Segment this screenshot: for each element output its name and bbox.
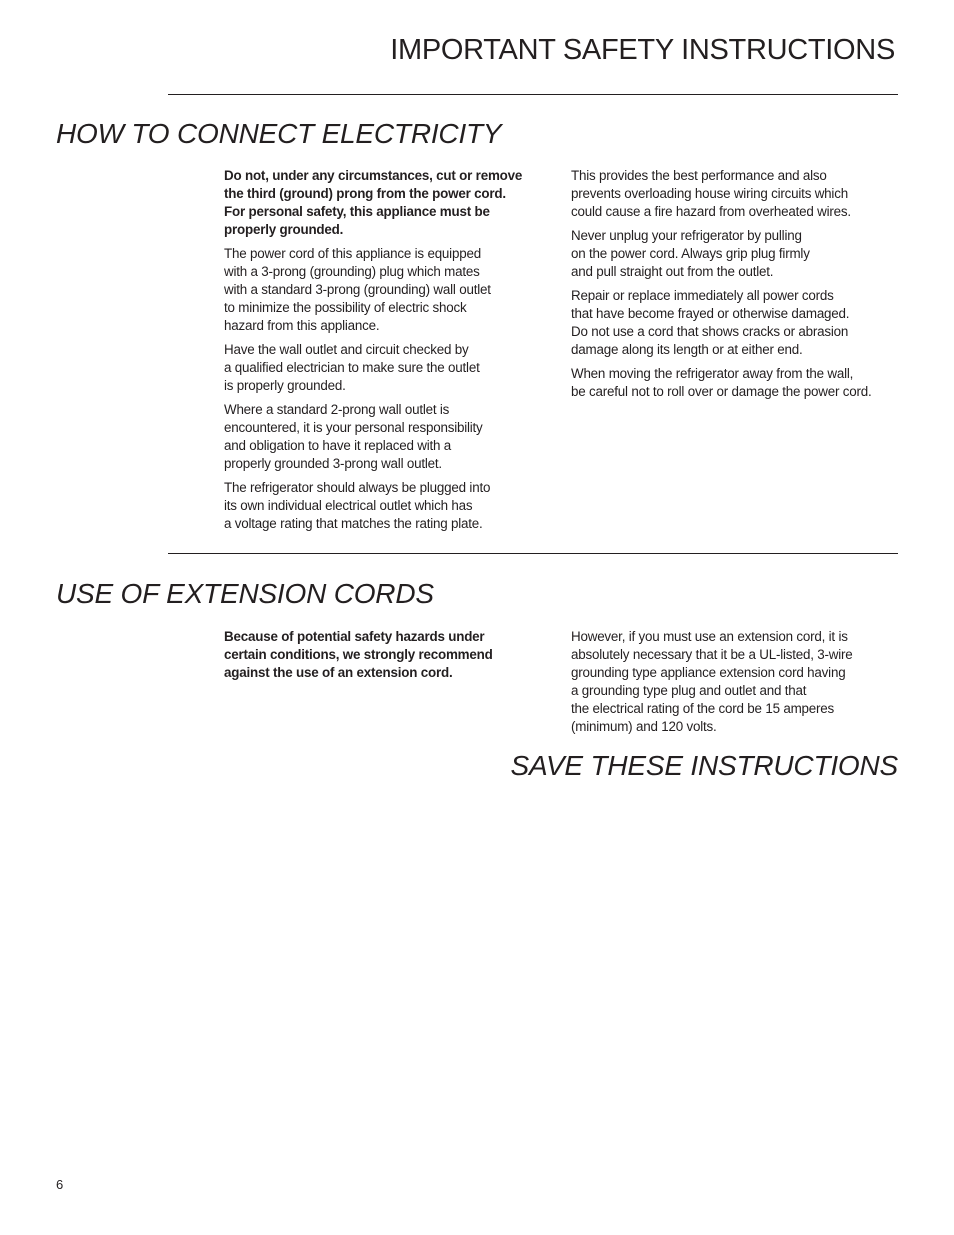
section-title-extension-cords: USE OF EXTENSION CORDS: [56, 578, 434, 609]
connect-paragraph: This provides the best performance and also prevents overloading house wiring circuits which could cause a fire hazard from overheated wires.: [571, 168, 851, 219]
save-instructions-title: SAVE THESE INSTRUCTIONS: [510, 750, 898, 781]
connect-warning-paragraph: Do not, under any circumstances, cut or remove the third (ground) prong from the power cord. For personal safety, this appliance must be properly grounded.: [224, 168, 523, 237]
connect-paragraph: The refrigerator should always be plugged into its own individual electrical outlet which has a voltage rating that matches the rating plate.: [224, 480, 491, 531]
connect-paragraph: Where a standard 2-prong wall outlet is encountered, it is your personal responsibility and obligation to have it replaced with a properly grounded 3-prong wall outlet.: [224, 402, 483, 471]
connect-paragraph: Repair or replace immediately all power cords that have become frayed or otherwise damaged. Do not use a cord that shows cracks or abrasion damage along its length or at either end.: [571, 288, 850, 357]
extension-paragraph: However, if you must use an extension cord, it is absolutely necessary that it be a UL-listed, 3-wire grounding type appliance extension cord having a grounding type plug and outlet and that the electrical rating of the cord be 15 amperes (minimum) and 120 volts.: [571, 629, 853, 734]
page-header-title: IMPORTANT SAFETY INSTRUCTIONS: [390, 34, 895, 66]
page-number: 6: [56, 1177, 64, 1192]
extension-warning-paragraph: Because of potential safety hazards under certain conditions, we strongly recommend against the use of an extension cord.: [224, 629, 493, 680]
connect-left-column: [224, 167, 554, 539]
section-title-connect-electricity: HOW TO CONNECT ELECTRICITY: [56, 118, 502, 149]
section-divider-middle: [168, 553, 898, 554]
extension-left-column: [224, 628, 554, 688]
connect-paragraph: When moving the refrigerator away from the wall, be careful not to roll over or damage the power cord.: [571, 366, 872, 399]
connect-paragraph: Have the wall outlet and circuit checked by a qualified electrician to make sure the outlet is properly grounded.: [224, 342, 480, 393]
extension-right-column: [571, 628, 911, 742]
connect-paragraph: Never unplug your refrigerator by pulling on the power cord. Always grip plug firmly and pull straight out from the outlet.: [571, 228, 810, 279]
connect-right-column: [571, 167, 911, 407]
section-divider-top: [168, 94, 898, 95]
connect-paragraph: The power cord of this appliance is equipped with a 3-prong (grounding) plug which mates with a standard 3-prong (grounding) wall outlet to minimize the possibility of electric shock hazard from this appliance.: [224, 246, 491, 333]
